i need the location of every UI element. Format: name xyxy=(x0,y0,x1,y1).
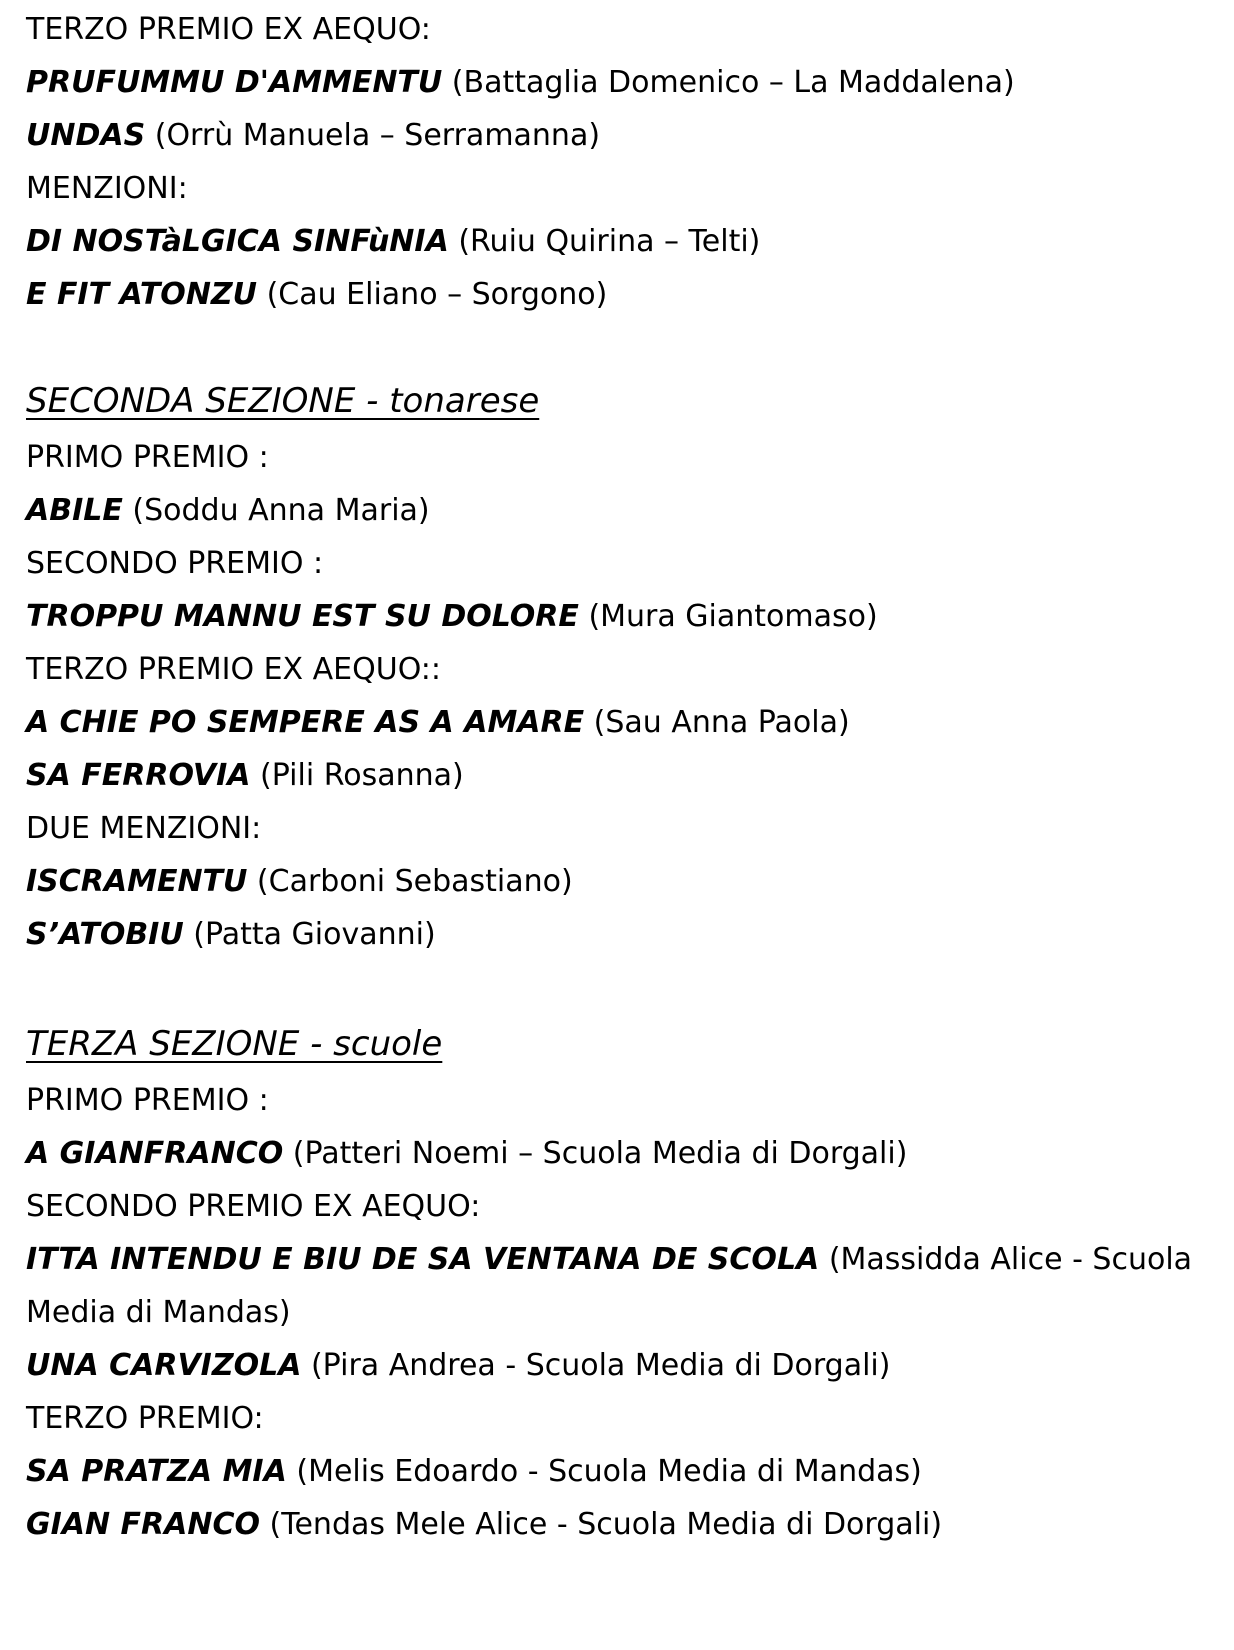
author-info: (Soddu Anna Maria) xyxy=(122,493,430,528)
award-entry xyxy=(26,1338,890,1394)
author-info: (Pira Andrea - Scuola Media di Dorgali) xyxy=(301,1348,891,1383)
award-label-text: TERZO PREMIO: xyxy=(26,1401,264,1436)
work-title: UNDAS xyxy=(26,118,146,153)
award-label-text: TERZO PREMIO EX AEQUO: xyxy=(26,12,431,47)
work-title: TROPPU MANNU EST SU DOLORE xyxy=(26,599,579,634)
award-label-text: PRIMO PREMIO : xyxy=(26,440,269,475)
award-label-text: MENZIONI: xyxy=(26,171,188,206)
work-title: A GIANFRANCO xyxy=(26,1136,284,1171)
award-entry xyxy=(26,214,760,270)
author-info: (Orrù Manuela – Serramanna) xyxy=(145,118,601,153)
author-info-continuation xyxy=(26,1285,291,1341)
award-entry xyxy=(26,108,600,164)
work-title: UNA CARVIZOLA xyxy=(26,1348,302,1383)
award-label xyxy=(26,801,261,857)
work-title: GIAN FRANCO xyxy=(26,1507,260,1542)
award-label-text: SECONDO PREMIO : xyxy=(26,546,324,581)
award-label xyxy=(26,1391,264,1447)
award-label xyxy=(26,2,431,58)
award-label-text: SECONDO PREMIO EX AEQUO: xyxy=(26,1189,481,1224)
work-title: PRUFUMMU D'AMMENTU xyxy=(26,65,443,100)
award-entry xyxy=(26,748,464,804)
award-entry xyxy=(26,907,436,963)
author-info: (Sau Anna Paola) xyxy=(584,705,850,740)
author-info: (Patteri Noemi – Scuola Media di Dorgali) xyxy=(283,1136,908,1171)
work-title: DI NOSTàLGICA SINFùNIA xyxy=(26,224,449,259)
work-title: SA FERROVIA xyxy=(26,758,251,793)
award-entry xyxy=(26,589,878,645)
award-label-text: DUE MENZIONI: xyxy=(26,811,262,846)
award-label xyxy=(26,536,323,592)
author-info: (Massidda Alice - Scuola xyxy=(819,1242,1193,1277)
award-entry xyxy=(26,1497,942,1553)
author-info: Media di Mandas) xyxy=(26,1295,291,1330)
award-label xyxy=(26,430,269,486)
award-label-text: PRIMO PREMIO : xyxy=(26,1083,269,1118)
award-entry xyxy=(26,1126,907,1182)
author-info: (Melis Edoardo - Scuola Media di Mandas) xyxy=(286,1454,922,1489)
work-title: E FIT ATONZU xyxy=(26,277,258,312)
work-title: ISCRAMENTU xyxy=(26,864,248,899)
author-info: (Patta Giovanni) xyxy=(183,917,436,952)
author-info: (Ruiu Quirina – Telti) xyxy=(448,224,761,259)
author-info: (Tendas Mele Alice - Scuola Media di Dorgali) xyxy=(260,1507,943,1542)
section-heading: TERZA SEZIONE - scuole xyxy=(26,1024,443,1064)
award-entry xyxy=(26,483,430,539)
award-label xyxy=(26,161,188,217)
award-label-text: TERZO PREMIO EX AEQUO:: xyxy=(26,652,441,687)
author-info: (Pili Rosanna) xyxy=(250,758,464,793)
work-title: A CHIE PO SEMPERE AS A AMARE xyxy=(26,705,585,740)
award-entry xyxy=(26,267,607,323)
work-title: SA PRATZA MIA xyxy=(26,1454,287,1489)
award-entry xyxy=(26,1232,1192,1288)
award-label xyxy=(26,1179,480,1235)
award-label xyxy=(26,1073,269,1129)
author-info: (Battaglia Domenico – La Maddalena) xyxy=(442,65,1015,100)
work-title: ITTA INTENDU E BIU DE SA VENTANA DE SCOLA xyxy=(26,1242,820,1277)
award-entry xyxy=(26,55,1015,111)
work-title: S’ATOBIU xyxy=(26,917,184,952)
author-info: (Carboni Sebastiano) xyxy=(247,864,573,899)
award-entry xyxy=(26,1444,922,1500)
award-label xyxy=(26,642,441,698)
award-entry xyxy=(26,854,573,910)
work-title: ABILE xyxy=(26,493,123,528)
author-info: (Mura Giantomaso) xyxy=(578,599,878,634)
award-entry xyxy=(26,695,850,751)
author-info: (Cau Eliano – Sorgono) xyxy=(257,277,608,312)
section-heading: SECONDA SEZIONE - tonarese xyxy=(26,381,540,421)
